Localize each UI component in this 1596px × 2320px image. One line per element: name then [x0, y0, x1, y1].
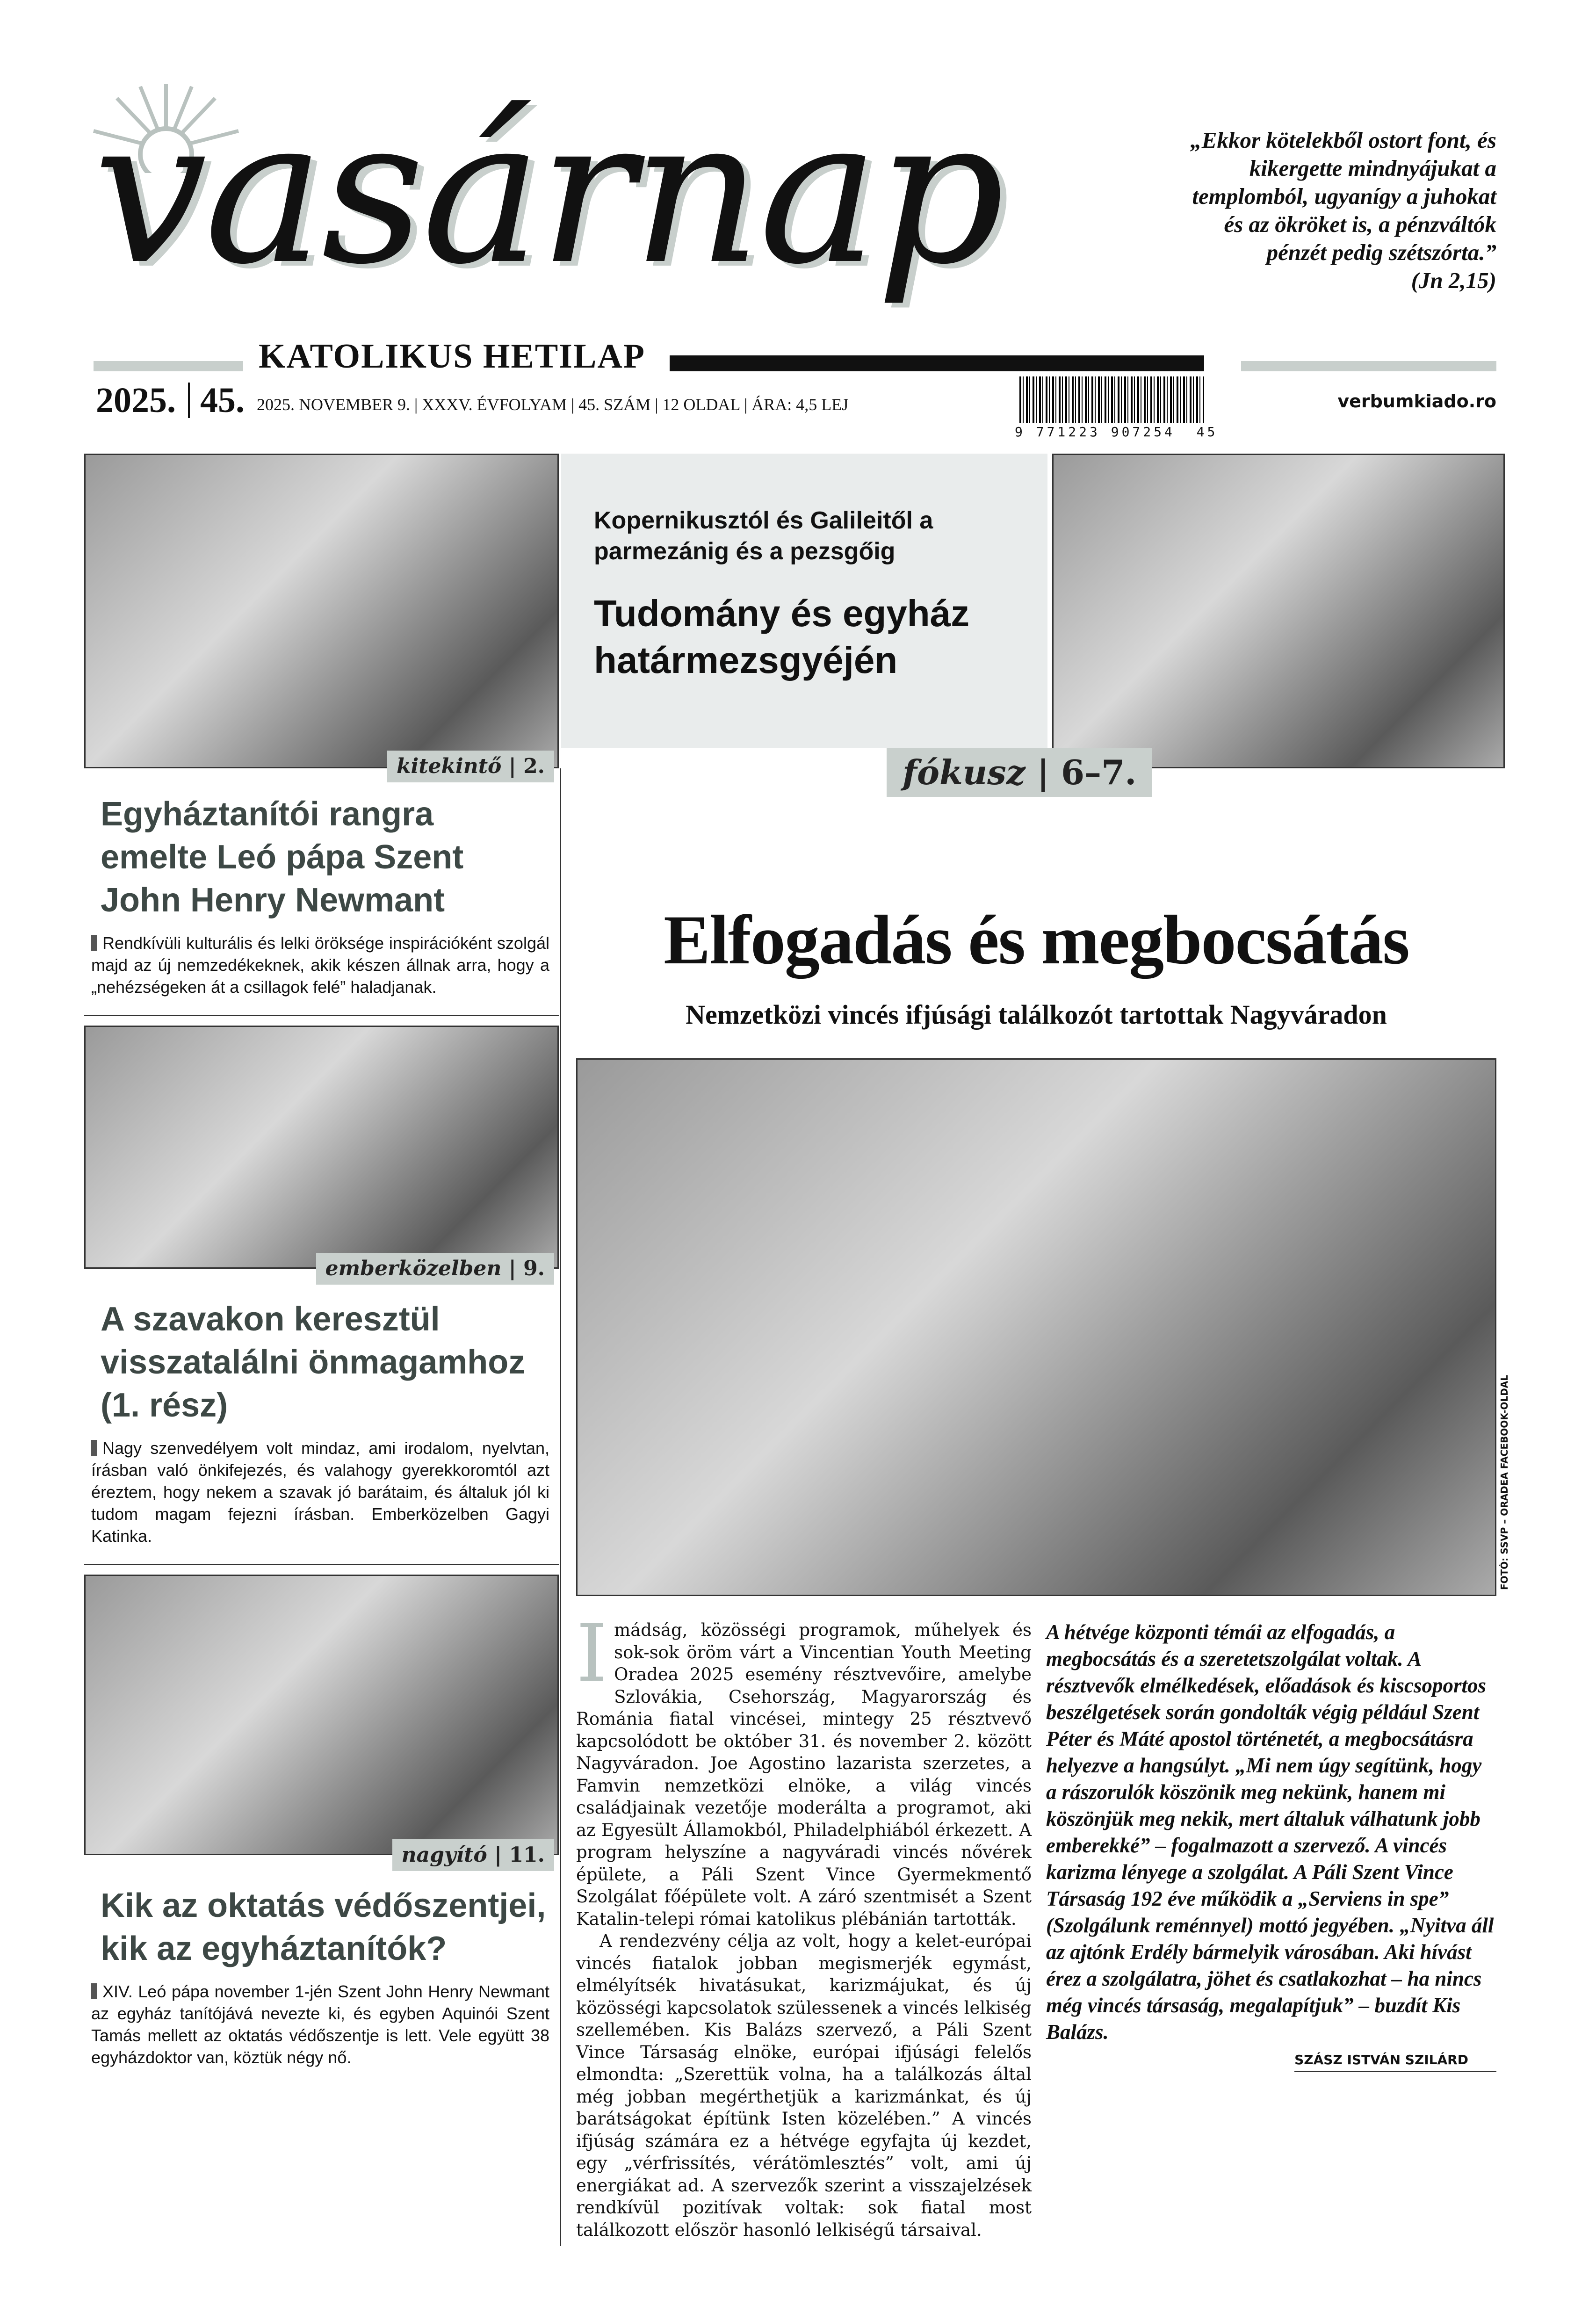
column-divider — [560, 768, 561, 2246]
section-name: nagyító — [401, 1843, 487, 1867]
photo-speaker — [84, 1026, 559, 1269]
article-summary: XIV. Leó pápa november 1-jén Szent John Henry Newmant az egyház tanítójává nevezte ki, és egyben Aquinói Szent Tamás mellett az oktatás védőszentje is lett. Vele együtt 38 egyházdoktor van, köztük négy nő. — [84, 1980, 559, 2068]
page-ref: 2. — [523, 754, 545, 778]
article-sidebar-text: A hétvége központi témái az elfogadás, a megbocsátás és a szeretetszolgálat voltak. A résztvevők elmélkedések, előadások és kiscsoportos beszélgetések során gondolták végig például Szent Péter és Máté apostol történetét, a megbocsátásra helyezve a hangsúlyt. „Mi nem úgy segítünk, hogy a rászorulók köszönik meg nekünk, hanem mi köszönjük meg nekik, mert általuk válhatunk jobb emberekké” – fogalmazott a szervező. A vincés karizma lényege a szolgálat. A Páli Szent Vince Társaság 192 éve működik a „Serviens in spe” (Szolgálunk reménnyel) mottó jegyében. „Nyitva áll az ajtónk Erdély bármelyik városában. Aki hívást érez a szolgálatra, jöhet és csatlakozhat – ha nincs még vincés társaság, megalapítjuk” – buzdít Kis Balázs. — [1046, 1620, 1494, 2044]
section-label[interactable]: emberközelben | 9. — [316, 1253, 554, 1285]
section-label[interactable]: nagyító | 11. — [392, 1839, 554, 1871]
barcode-digits: 9 771223 907254 — [1015, 424, 1175, 440]
section-name: emberközelben — [325, 1257, 502, 1280]
article-title[interactable]: Egyháztanítói rangra emelte Leó pápa Szent John Henry Newmant — [101, 795, 464, 919]
focus-label[interactable]: fókusz | 6–7. — [887, 748, 1152, 797]
divider — [670, 355, 1204, 371]
paragraph: mádság, közösségi programok, műhelyek és sok-sok öröm várt a Vincentian Youth Meeting Oradea 2025 esemény résztvevőire, amelybe Szlovákia, Csehország, Magyarország és Románia fiatal vincései, mintegy 25 résztvevő kapcsolódott be október 31. és november 2. között Nagyváradon. Joe Agostino lazarista szerzetes, a Famvin nemzetközi elnöke, a világ vincés családjainak vezetője moderálta a programot, aki az Egyesült Államokból, Philadelphiából érkezett. A program helyszíne a nagyváradi vincés nővérek épülete, a Páli Szent Vince Gyermekmentő Szolgálat főépülete volt. A záró szentmisét a Szent Katalin-telepi római katolikus plébánián tartották. — [576, 1620, 1032, 1929]
article-summary: Rendkívüli kulturális és lelki öröksége inspirációként szolgál majd az új nemzedékeknek, akik készen állnak arra, hogy a „nehézségeken át a csillagok felé” haladjanak. — [84, 932, 559, 998]
focus-title: Tudomány és egyház határmezsgyéjén — [594, 593, 970, 681]
barcode-number — [1015, 425, 1218, 440]
page-ref: 9. — [523, 1257, 545, 1280]
teaser-nagyito — [84, 1575, 559, 2068]
focus-teaser[interactable] — [561, 454, 1047, 748]
section-name: kitekintő — [397, 754, 502, 778]
article-sidebar — [1046, 1619, 1496, 2072]
article-summary: Nagy szenvedélyem volt mindaz, ami irodalom, nyelvtan, írásban való önkifejezés, és valahogy gyerekkoromtól azt éreztem, hogy nekem a szavak jó barátaim, és általuk jól ki tudom magam fejezni írásban. Emberközelben Gagyi Katinka. — [84, 1437, 559, 1547]
page-ref: 11. — [509, 1843, 545, 1867]
section-label[interactable]: kitekintő | 2. — [387, 751, 554, 782]
divider — [84, 1564, 559, 1565]
drop-cap: I — [576, 1607, 608, 1700]
teaser-emberkozelben — [84, 1026, 559, 1565]
teaser-kitekinto — [84, 751, 559, 1016]
article-body — [576, 1607, 1032, 2241]
focus-kicker: Kopernikusztól és Galileitől a parmezánig és a pezsgőig — [594, 507, 933, 565]
issue-year: 2025. — [96, 381, 176, 420]
issue-meta: 2025. NOVEMBER 9. | XXXV. ÉVFOLYAM | 45. SZÁM | 12 OLDAL | ÁRA: 4,5 LEJ — [257, 395, 849, 414]
section-name: fókusz — [903, 752, 1025, 792]
main-headline[interactable]: Elfogadás és megbocsátás — [664, 901, 1409, 979]
photo-youth-meeting — [576, 1058, 1496, 1596]
main-deck: Nemzetközi vincés ifjúsági találkozót tartottak Nagyváradon — [686, 999, 1387, 1030]
divider — [1241, 361, 1496, 371]
masthead-subtitle: KATOLIKUS HETILAP — [259, 337, 645, 376]
article-author: SZÁSZ ISTVÁN SZILÁRD — [1294, 2052, 1496, 2072]
masthead-logo: vasárnap — [94, 75, 1002, 309]
masthead-quote — [1178, 126, 1496, 295]
quote-reference: (Jn 2,15) — [1411, 267, 1496, 293]
issue-number: 45. — [188, 383, 245, 418]
photo-church-doctors-painting — [84, 1575, 559, 1855]
issue-info — [96, 383, 848, 418]
divider — [84, 1015, 559, 1016]
barcode — [1019, 376, 1204, 423]
left-column — [84, 751, 559, 2068]
paragraph: A rendezvény célja az volt, hogy a kelet-európai vincés fiatalok jobban megismerjék egymást, elmélyítsék hivatásukat, karizmájukat, és új közösségi kapcsolatok szülessenek a vincés lelkiség szellemében. Kis Balázs szervező, a Páli Szent Vince Társaság elnöke, európai ifjúsági felelős elmondta: „Szerettük volna, ha a találkozás által még jobban megérthetjük a karizmánkat, és új barátságokat építünk Isten közelében.” A vincés ifjúság számára ez a hétvége egyfajta új kezdet, egy „vérfrissítés, vérátömlesztés” volt, ami új energiákat ad. A szervezők szerint a visszajelzések rendkívül pozitívak voltak: sok fiatal most találkozott először hasonló lelkiségű társaival. — [576, 1931, 1032, 2240]
photo-credit: FOTÓ: SSVP – ORADEA FACEBOOK-OLDAL — [1499, 1375, 1510, 1590]
website-link[interactable]: verbumkiado.ro — [1337, 391, 1496, 412]
photo-painting-galileo — [1052, 454, 1505, 768]
article-title[interactable]: Kik az oktatás védőszentjei, kik az egyháztanítók? — [101, 1887, 546, 1967]
quote-text: „Ekkor kötelekből ostort font, és kikergette mindnyájukat a templomból, ugyanígy a juhokat és az ökröket is, a pénzváltók pénzét pedig szétszórta.” — [1190, 127, 1496, 265]
barcode-addon: 45 — [1196, 424, 1218, 440]
divider — [94, 361, 243, 371]
photo-ceremony — [84, 454, 559, 768]
page-ref: 6–7. — [1061, 752, 1137, 792]
article-title[interactable]: A szavakon keresztül visszatalálni önmagamhoz (1. rész) — [101, 1301, 526, 1424]
